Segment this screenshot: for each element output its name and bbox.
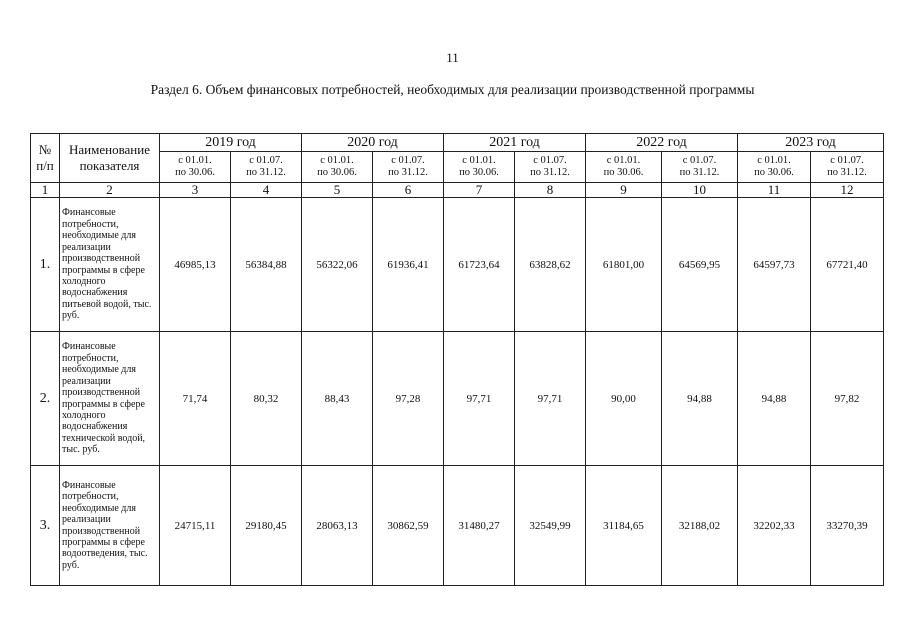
- value-cell: 61723,64: [444, 198, 515, 332]
- header-year: 2021 год: [444, 134, 586, 152]
- table-row: [31, 332, 884, 466]
- value-cell: 71,74: [160, 332, 231, 466]
- table-row: [31, 198, 884, 332]
- header-period-first: с 01.01. по 30.06.: [586, 152, 662, 183]
- header-row-number: [31, 134, 60, 183]
- header-name-text: Наименование показателя: [69, 142, 150, 173]
- column-number: 4: [231, 183, 302, 198]
- value-cell: 46985,13: [160, 198, 231, 332]
- value-cell: 29180,45: [231, 466, 302, 586]
- value-cell: 67721,40: [811, 198, 884, 332]
- header-period-second: с 01.07. по 31.12.: [811, 152, 884, 183]
- value-cell: 33270,39: [811, 466, 884, 586]
- row-number: 1.: [31, 198, 60, 332]
- value-cell: 63828,62: [515, 198, 586, 332]
- financial-needs-table: [30, 133, 884, 586]
- header-period-second: с 01.07. по 31.12.: [373, 152, 444, 183]
- row-indicator-name: Финансовые потребности, необходимые для реализации производственной программы в сфере холодного водоснабжения питьевой водой, тыс. руб.: [60, 198, 160, 332]
- value-cell: 56322,06: [302, 198, 373, 332]
- value-cell: 97,71: [444, 332, 515, 466]
- column-number: 3: [160, 183, 231, 198]
- header-period-second: с 01.07. по 31.12.: [231, 152, 302, 183]
- page-number: 11: [446, 50, 459, 65]
- section-title: Раздел 6. Объем финансовых потребностей, необходимых для реализации производственной программы: [150, 82, 755, 97]
- value-cell: 32549,99: [515, 466, 586, 586]
- header-no-text: № п/п: [36, 142, 54, 173]
- row-number: 2.: [31, 332, 60, 466]
- value-cell: 56384,88: [231, 198, 302, 332]
- row-number: 3.: [31, 466, 60, 586]
- value-cell: 97,28: [373, 332, 444, 466]
- header-period-first: с 01.01. по 30.06.: [302, 152, 373, 183]
- value-cell: 31480,27: [444, 466, 515, 586]
- header-period-first: с 01.01. по 30.06.: [444, 152, 515, 183]
- value-cell: 94,88: [662, 332, 738, 466]
- header-year: 2023 год: [738, 134, 884, 152]
- value-cell: 97,71: [515, 332, 586, 466]
- column-number: 6: [373, 183, 444, 198]
- value-cell: 61936,41: [373, 198, 444, 332]
- column-number: 8: [515, 183, 586, 198]
- value-cell: 97,82: [811, 332, 884, 466]
- value-cell: 80,32: [231, 332, 302, 466]
- value-cell: 30862,59: [373, 466, 444, 586]
- header-year: 2019 год: [160, 134, 302, 152]
- value-cell: 88,43: [302, 332, 373, 466]
- column-number: 7: [444, 183, 515, 198]
- value-cell: 90,00: [586, 332, 662, 466]
- value-cell: 32188,02: [662, 466, 738, 586]
- header-year: 2020 год: [302, 134, 444, 152]
- header-period-first: с 01.01. по 30.06.: [738, 152, 811, 183]
- column-number: 2: [60, 183, 160, 198]
- column-number: 5: [302, 183, 373, 198]
- value-cell: 94,88: [738, 332, 811, 466]
- header-indicator-name: [60, 134, 160, 183]
- header-year: 2022 год: [586, 134, 738, 152]
- header-period-second: с 01.07. по 31.12.: [515, 152, 586, 183]
- value-cell: 61801,00: [586, 198, 662, 332]
- header-period-second: с 01.07. по 31.12.: [662, 152, 738, 183]
- row-indicator-name: Финансовые потребности, необходимые для реализации производственной программы в сфере водоотведения, тыс. руб.: [60, 466, 160, 586]
- row-indicator-name: Финансовые потребности, необходимые для реализации производственной программы в сфере холодного водоснабжения технической водой, тыс. руб.: [60, 332, 160, 466]
- value-cell: 24715,11: [160, 466, 231, 586]
- value-cell: 31184,65: [586, 466, 662, 586]
- value-cell: 64569,95: [662, 198, 738, 332]
- table-row: [31, 466, 884, 586]
- header-period-first: с 01.01. по 30.06.: [160, 152, 231, 183]
- column-number: 11: [738, 183, 811, 198]
- column-number: 10: [662, 183, 738, 198]
- column-number: 1: [31, 183, 60, 198]
- value-cell: 28063,13: [302, 466, 373, 586]
- value-cell: 32202,33: [738, 466, 811, 586]
- column-number: 12: [811, 183, 884, 198]
- column-number: 9: [586, 183, 662, 198]
- value-cell: 64597,73: [738, 198, 811, 332]
